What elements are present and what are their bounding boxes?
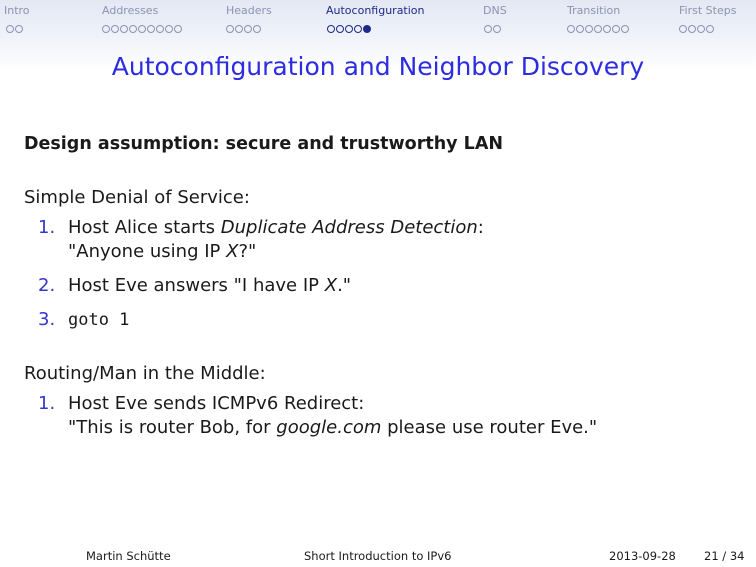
- nav-section-first-steps[interactable]: First Steps: [679, 4, 737, 17]
- nav-dots-intro[interactable]: [6, 18, 24, 27]
- list-item: [24, 308, 744, 332]
- nav-dots-first-steps[interactable]: [679, 18, 715, 27]
- nav-section-intro[interactable]: Intro: [4, 4, 30, 17]
- item-number: 2.: [38, 275, 56, 296]
- nav-section-dns[interactable]: DNS: [483, 4, 507, 17]
- item-number: 1.: [38, 393, 56, 414]
- nav-dots-headers[interactable]: [226, 18, 262, 27]
- nav-section-headers[interactable]: Headers: [226, 4, 272, 17]
- item-number: 1.: [38, 217, 56, 238]
- nav-section-transition[interactable]: Transition: [567, 4, 621, 17]
- nav-dots-addresses[interactable]: [102, 18, 183, 27]
- footer-talk-title: Short Introduction to IPv6: [304, 549, 452, 563]
- nav-dots-autoconfiguration[interactable]: [327, 18, 372, 27]
- dos-list: [24, 216, 744, 332]
- dos-heading: Simple Denial of Service:: [24, 187, 250, 208]
- design-assumption: Design assumption: secure and trustworthy LAN: [24, 134, 504, 154]
- nav-dots-transition[interactable]: [567, 18, 630, 27]
- goto-code: goto 1: [68, 310, 130, 330]
- nav-section-autoconfiguration[interactable]: Autoconfiguration: [326, 4, 425, 17]
- footer-page-number: 21 / 34: [704, 549, 745, 563]
- footer-date: 2013-09-28: [609, 549, 676, 563]
- item-number: 3.: [38, 309, 56, 330]
- footer-author: Martin Schütte: [86, 549, 171, 563]
- mitm-list: [24, 392, 744, 440]
- nav-dots-dns[interactable]: [484, 18, 502, 27]
- mitm-heading: Routing/Man in the Middle:: [24, 363, 266, 384]
- list-item: 1. Host Eve sends ICMPv6 Redirect: "This is router Bob, for google.com please use router Eve.": [38, 393, 598, 438]
- nav-section-addresses[interactable]: Addresses: [102, 4, 159, 17]
- list-item: 1. Host Alice starts Duplicate Address Detection: "Anyone using IP X?": [38, 217, 484, 262]
- current-slide-dot: [363, 25, 371, 33]
- list-item: 2. Host Eve answers "I have IP X.": [38, 275, 352, 296]
- slide-title: Autoconfiguration and Neighbor Discovery: [111, 52, 645, 81]
- slide-body: [24, 132, 744, 440]
